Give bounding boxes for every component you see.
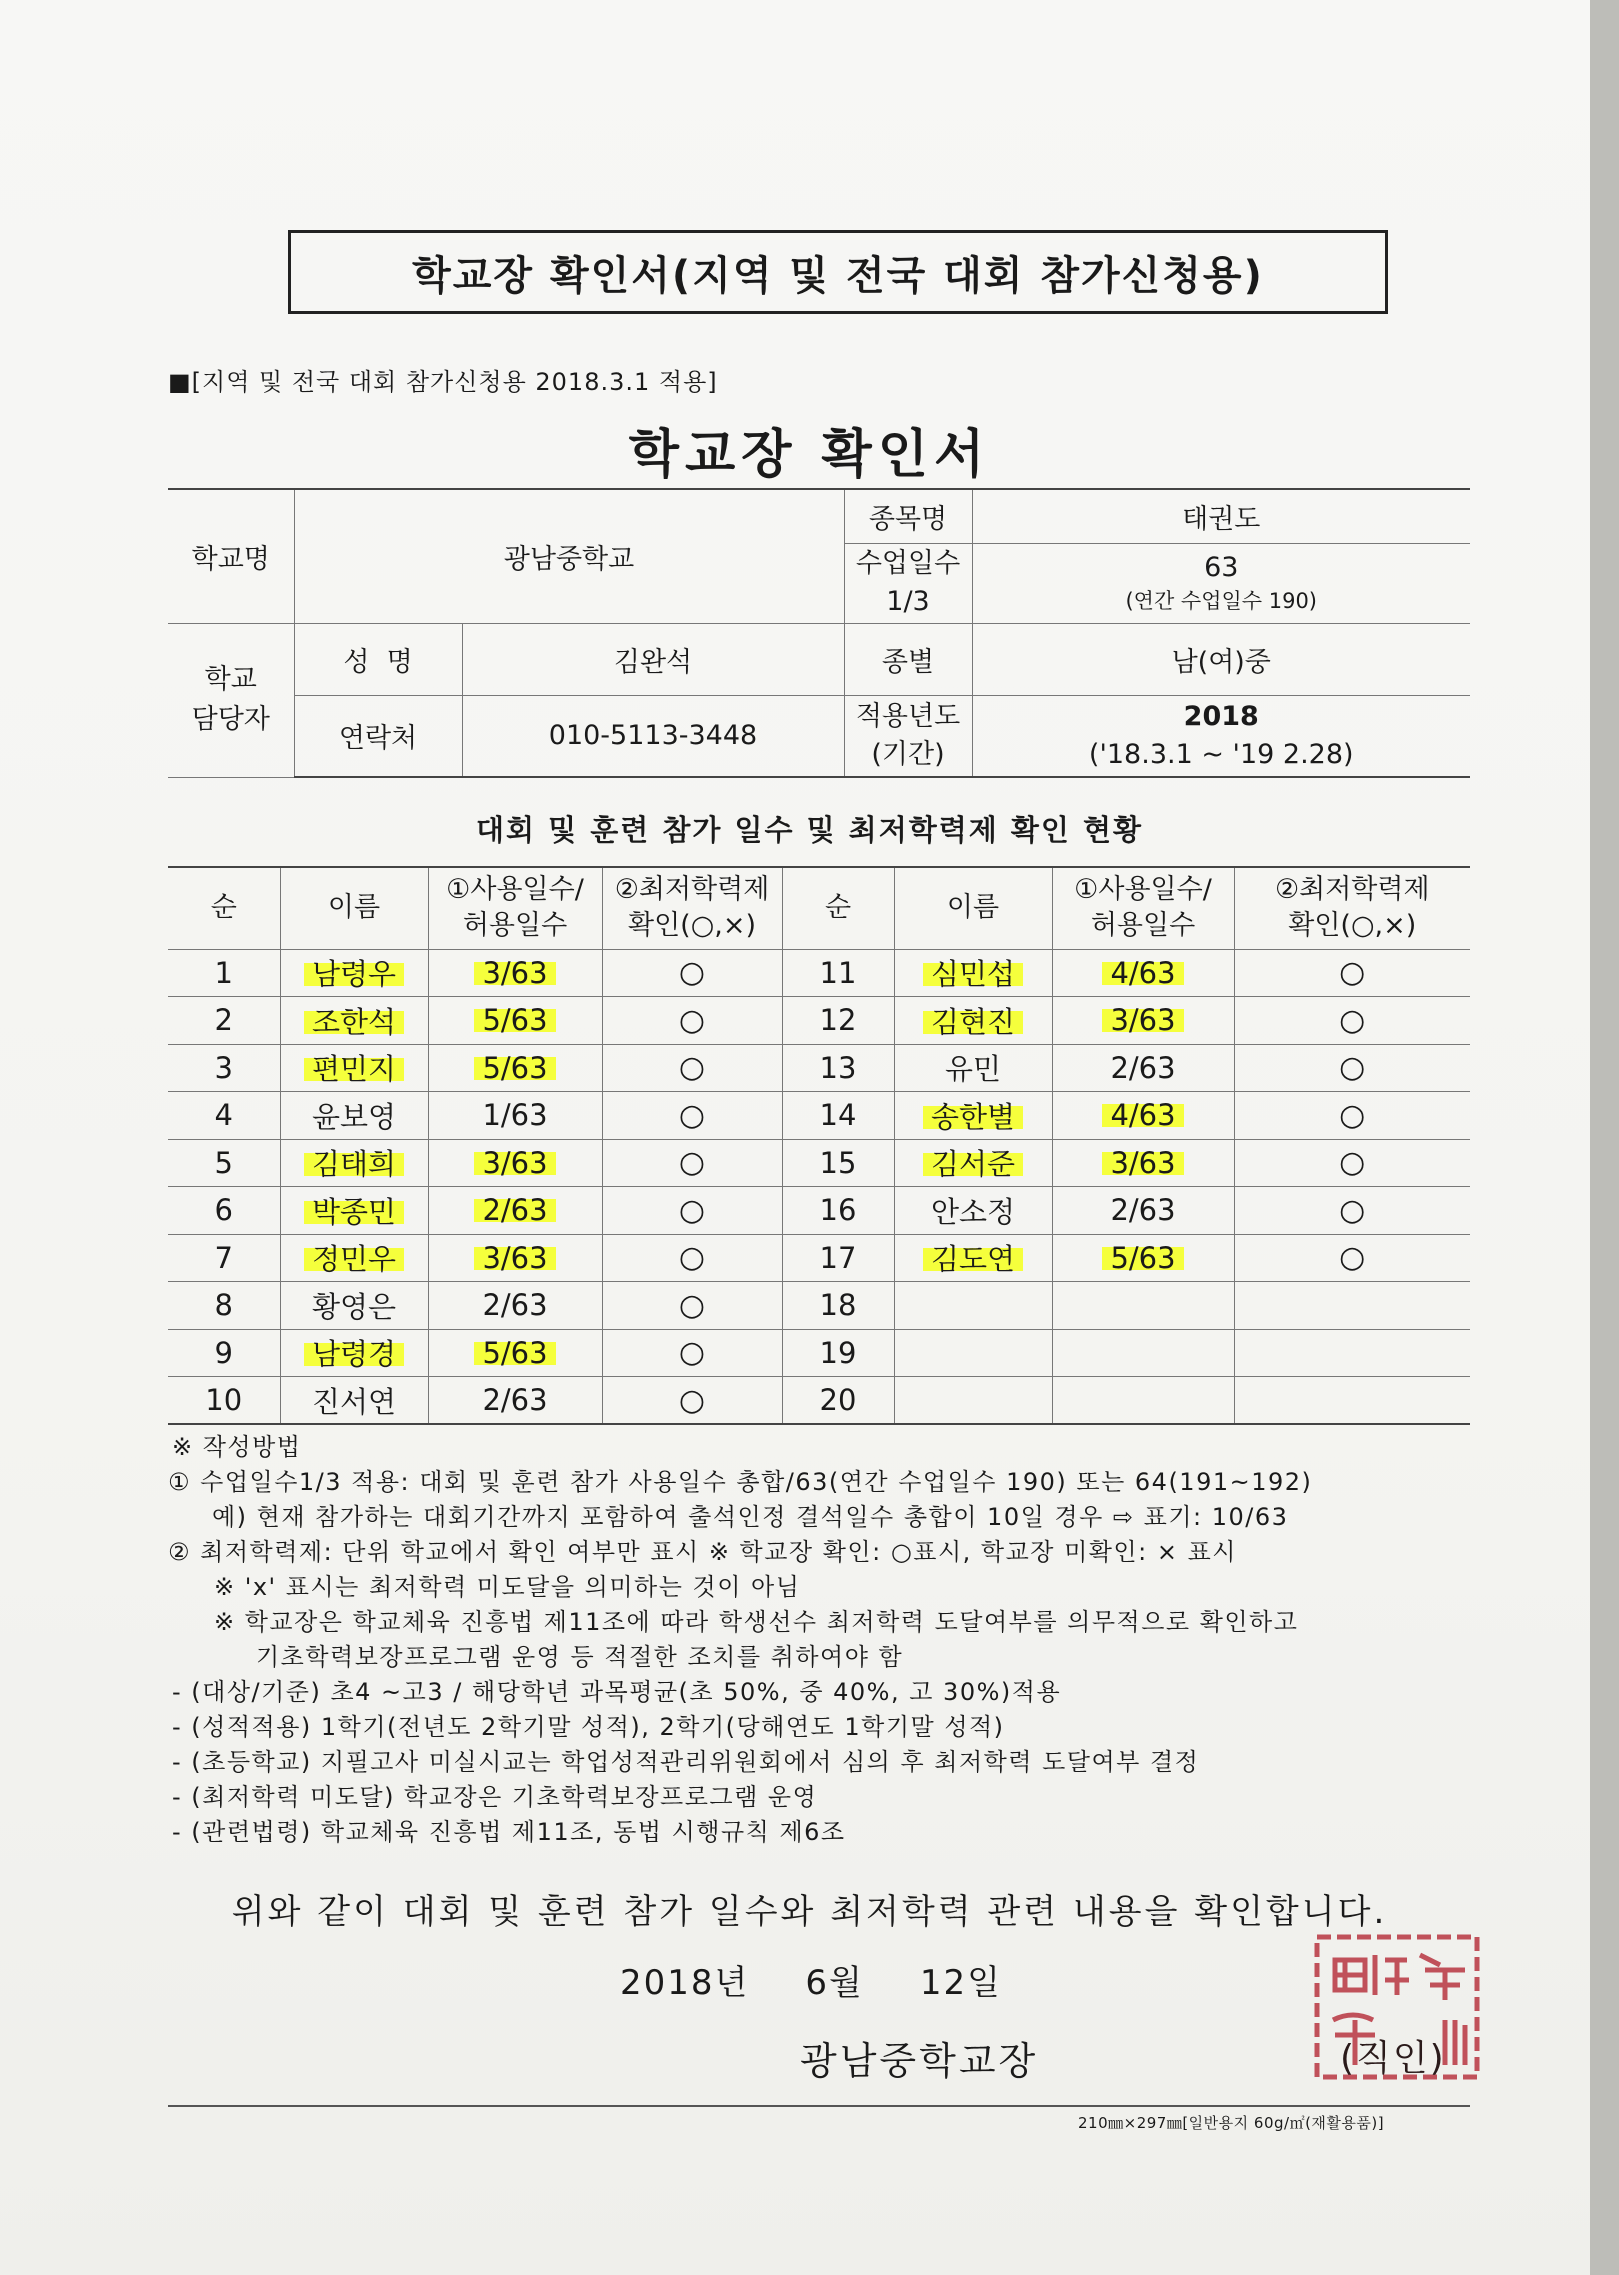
used-days-cell <box>1052 1187 1234 1235</box>
student-name: 남령경 <box>304 1337 404 1371</box>
status-row <box>168 1187 1470 1235</box>
row-number-cell <box>168 1282 280 1330</box>
student-name: 김현진 <box>923 1005 1023 1039</box>
student-name: 김태희 <box>304 1147 404 1181</box>
min-grade-check: ○ <box>1339 1192 1366 1228</box>
note-item: 기초학력보장프로그램 운영 등 적절한 조치를 취하여야 함 <box>256 1643 904 1671</box>
status-header-row <box>168 867 1470 949</box>
student-name: 황영은 <box>311 1289 397 1324</box>
row-number: 15 <box>819 1145 857 1180</box>
student-name-cell <box>280 1329 428 1377</box>
status-row <box>168 1234 1470 1282</box>
student-name: 편민지 <box>304 1052 404 1086</box>
header-days-right <box>1052 867 1234 949</box>
min-grade-check: ○ <box>678 1145 706 1181</box>
row-number: 8 <box>214 1288 233 1323</box>
used-days: 3/63 <box>1102 1146 1183 1180</box>
row-number: 7 <box>214 1240 233 1275</box>
student-name-cell <box>280 1044 428 1092</box>
min-grade-check: ○ <box>678 1097 706 1133</box>
note-item: ※ 학교장은 학교체육 진흥법 제11조에 따라 학생선수 최저학력 도달여부를 의무적으로 확인하고 <box>214 1608 1299 1636</box>
manager-label <box>168 623 294 777</box>
used-days: 4/63 <box>1102 1098 1183 1132</box>
student-name: 송한별 <box>923 1100 1023 1134</box>
header-name-right: 이름 <box>894 867 1052 949</box>
row-number: 20 <box>819 1383 857 1417</box>
status-row <box>168 1092 1470 1140</box>
student-name-cell <box>280 1187 428 1235</box>
event-label: 종목명 <box>844 489 972 543</box>
student-name-cell <box>894 1187 1052 1235</box>
header-days <box>428 867 602 949</box>
header-grade-right <box>1234 867 1470 949</box>
used-days-cell <box>428 949 602 997</box>
min-grade-check: ○ <box>678 1382 706 1418</box>
student-name-cell <box>894 1234 1052 1282</box>
used-days: 2/63 <box>474 1193 555 1227</box>
row-number-cell <box>168 1377 280 1425</box>
min-grade-check-cell <box>1234 1234 1470 1282</box>
header-days-right-line2: 허용일수 <box>1090 910 1196 942</box>
student-name: 안소정 <box>930 1194 1016 1229</box>
used-days: 5/63 <box>474 1336 555 1370</box>
used-days-cell <box>1052 997 1234 1045</box>
row-number-cell <box>782 1282 894 1330</box>
row-number: 17 <box>819 1240 857 1275</box>
used-days: 3/63 <box>474 1241 555 1275</box>
used-days-cell <box>1052 1377 1234 1425</box>
student-name-cell <box>894 997 1052 1045</box>
row-number-cell <box>168 1329 280 1377</box>
row-number: 6 <box>214 1193 233 1228</box>
min-grade-check-cell <box>1234 1329 1470 1377</box>
min-grade-check: ○ <box>678 1335 706 1371</box>
used-days-cell <box>428 1092 602 1140</box>
note-item: 예) 현재 참가하는 대회기간까지 포함하여 출석인정 결석일수 총합이 10일 경우 ⇨ 표기: 10/63 <box>212 1503 1289 1531</box>
min-grade-check-cell <box>602 1377 782 1425</box>
min-grade-check-cell <box>602 997 782 1045</box>
row-number: 3 <box>214 1050 233 1085</box>
used-days-cell <box>1052 949 1234 997</box>
min-grade-check: ○ <box>678 1002 706 1038</box>
min-grade-check-cell <box>602 1187 782 1235</box>
row-number-cell <box>782 997 894 1045</box>
note-item: ① 수업일수1/3 적용: 대회 및 훈련 참가 사용일수 총합/63(연간 수업일수 190) 또는 64(191~192) <box>168 1468 1313 1496</box>
used-days-cell <box>1052 1044 1234 1092</box>
school-info-table <box>168 488 1470 778</box>
min-grade-check: ○ <box>678 955 706 991</box>
student-name-cell <box>280 997 428 1045</box>
row-number: 13 <box>819 1050 857 1085</box>
min-grade-check: ○ <box>678 1050 706 1086</box>
student-name: 유민 <box>944 1052 1002 1087</box>
row-number-cell <box>168 949 280 997</box>
min-grade-check-cell <box>1234 1282 1470 1330</box>
name-value: 김완석 <box>462 623 844 695</box>
confirmation-statement: 위와 같이 대회 및 훈련 참가 일수와 최저학력 관련 내용을 확인합니다. <box>231 1892 1388 1932</box>
min-grade-check-cell <box>1234 997 1470 1045</box>
row-number-cell <box>168 1187 280 1235</box>
row-number-cell <box>168 997 280 1045</box>
used-days: 3/63 <box>474 1146 555 1180</box>
header-grade-line1: ②최저학력제 <box>614 873 770 905</box>
bottom-rule <box>168 2105 1470 2107</box>
student-name: 박종민 <box>304 1195 404 1229</box>
header-no: 순 <box>168 867 280 949</box>
used-days: 2/63 <box>1110 1193 1176 1228</box>
status-row <box>168 1044 1470 1092</box>
paper-spec: 210㎜×297㎜[일반용지 60g/㎡(재활용품)] <box>1078 2114 1385 2132</box>
year-value: 2018 <box>1183 700 1259 732</box>
principal-name: 광남중학교장 <box>800 2039 1039 2083</box>
student-name-cell <box>894 1044 1052 1092</box>
min-grade-check-cell <box>1234 1139 1470 1187</box>
used-days-cell <box>1052 1329 1234 1377</box>
days-label <box>844 543 972 623</box>
min-grade-check-cell <box>602 1329 782 1377</box>
used-days: 5/63 <box>474 1003 555 1037</box>
student-name: 김도연 <box>923 1242 1023 1276</box>
school-label: 학교명 <box>168 489 294 623</box>
note-item: - (대상/기준) 초4 ~고3 / 해당학년 과목평균(초 50%, 중 40%, 고 30%)적용 <box>172 1678 1062 1706</box>
row-number: 18 <box>819 1288 857 1323</box>
min-grade-check: ○ <box>678 1192 706 1228</box>
row-number-cell <box>782 1234 894 1282</box>
header-name: 이름 <box>280 867 428 949</box>
student-name: 조한석 <box>304 1005 404 1039</box>
student-name-cell <box>894 1329 1052 1377</box>
used-days-cell <box>428 1377 602 1425</box>
min-grade-check-cell <box>602 1092 782 1140</box>
year-value-cell <box>972 695 1470 777</box>
header-days-line1: ①사용일수/ <box>446 873 584 905</box>
used-days-cell <box>428 1329 602 1377</box>
status-row <box>168 1329 1470 1377</box>
used-days-cell <box>1052 1282 1234 1330</box>
row-number-cell <box>168 1139 280 1187</box>
student-name-cell <box>894 1377 1052 1425</box>
row-number-cell <box>168 1092 280 1140</box>
row-number: 4 <box>214 1098 233 1133</box>
min-grade-check-cell <box>1234 1377 1470 1425</box>
row-number: 14 <box>819 1098 857 1133</box>
row-number-cell <box>782 1187 894 1235</box>
days-value: 63 <box>1204 552 1239 584</box>
header-grade-right-line1: ②최저학력제 <box>1274 873 1430 905</box>
official-seal-label: (직인) <box>1340 2038 1446 2079</box>
note-item: ② 최저학력제: 단위 학교에서 확인 여부만 표시 ※ 학교장 확인: ○표시, 학교장 미확인: × 표시 <box>168 1538 1237 1566</box>
min-grade-check: ○ <box>1339 955 1366 991</box>
used-days: 2/63 <box>1110 1050 1176 1085</box>
min-grade-check-cell <box>1234 1187 1470 1235</box>
student-name: 정민우 <box>304 1242 404 1276</box>
status-row <box>168 1282 1470 1330</box>
student-name: 김서준 <box>923 1147 1023 1181</box>
min-grade-check-cell <box>602 949 782 997</box>
page-edge-shadow <box>1590 0 1619 2275</box>
date-day: 12일 <box>919 1963 1002 2003</box>
document-header-box <box>288 230 1388 314</box>
student-name-cell <box>894 1092 1052 1140</box>
name-label: 성 명 <box>294 623 462 695</box>
used-days-cell <box>1052 1092 1234 1140</box>
min-grade-check-cell <box>602 1282 782 1330</box>
row-number-cell <box>782 1329 894 1377</box>
gender-label: 종별 <box>844 623 972 695</box>
used-days: 5/63 <box>1102 1241 1183 1275</box>
min-grade-check-cell <box>1234 1092 1470 1140</box>
min-grade-check-cell <box>1234 1044 1470 1092</box>
apply-note: ■[지역 및 전국 대회 참가신청용 2018.3.1 적용] <box>168 368 718 396</box>
note-item: ※ 'x' 표시는 최저학력 미도달을 의미하는 것이 아님 <box>214 1573 801 1601</box>
min-grade-check: ○ <box>678 1240 706 1276</box>
min-grade-check: ○ <box>678 1287 706 1323</box>
row-number: 9 <box>214 1335 233 1370</box>
min-grade-check-cell <box>1234 949 1470 997</box>
min-grade-check: ○ <box>1339 1002 1366 1038</box>
gender-value: 남(여)중 <box>972 623 1470 695</box>
used-days: 2/63 <box>482 1288 548 1323</box>
row-number: 19 <box>819 1335 857 1370</box>
school-name: 광남중학교 <box>294 489 844 623</box>
student-name: 윤보영 <box>311 1099 397 1134</box>
date-year: 2018년 <box>620 1963 750 2003</box>
header-days-line2: 허용일수 <box>462 910 568 942</box>
year-period: ('18.3.1 ~ '19 2.28) <box>1088 738 1354 770</box>
days-label-line1: 수업일수 <box>855 548 961 580</box>
student-name-cell <box>280 1234 428 1282</box>
document-header-title: 학교장 확인서(지역 및 전국 대회 참가신청용) <box>412 252 1264 299</box>
min-grade-check: ○ <box>1339 1097 1366 1133</box>
used-days: 3/63 <box>1102 1003 1183 1037</box>
used-days-cell <box>428 1187 602 1235</box>
note-item: - (관련법령) 학교체육 진흥법 제11조, 동법 시행규칙 제6조 <box>172 1818 846 1846</box>
student-name: 남령우 <box>304 957 404 991</box>
main-title: 학교장 확인서 <box>628 425 991 485</box>
header-days-right-line1: ①사용일수/ <box>1074 873 1212 905</box>
min-grade-check-cell <box>602 1139 782 1187</box>
student-name-cell <box>894 1139 1052 1187</box>
year-label-line2: (기간) <box>871 738 945 770</box>
used-days-cell <box>1052 1234 1234 1282</box>
contact-label: 연락처 <box>294 695 462 777</box>
student-name-cell <box>280 1282 428 1330</box>
used-days: 3/63 <box>474 956 555 990</box>
contact-value: 010-5113-3448 <box>462 695 844 777</box>
row-number-cell <box>782 1092 894 1140</box>
event-value: 태권도 <box>972 489 1470 543</box>
row-number-cell <box>168 1234 280 1282</box>
note-item: - (최저학력 미도달) 학교장은 기초학력보장프로그램 운영 <box>172 1783 818 1811</box>
header-grade-line2: 확인(○,×) <box>628 910 756 942</box>
header-grade <box>602 867 782 949</box>
status-title: 대회 및 훈련 참가 일수 및 최저학력제 확인 현황 <box>475 813 1144 847</box>
manager-label-line2: 담당자 <box>191 704 270 735</box>
student-name-cell <box>280 1092 428 1140</box>
student-name-cell <box>280 1377 428 1425</box>
row-number-cell <box>168 1044 280 1092</box>
status-row <box>168 949 1470 997</box>
min-grade-check-cell <box>602 1234 782 1282</box>
notes-heading: ※ 작성방법 <box>172 1433 302 1461</box>
row-number: 11 <box>819 955 857 990</box>
status-row <box>168 1377 1470 1425</box>
row-number-cell <box>782 1139 894 1187</box>
used-days-cell <box>428 997 602 1045</box>
used-days: 2/63 <box>482 1383 548 1417</box>
note-item: - (성적적용) 1학기(전년도 2학기말 성적), 2학기(당해연도 1학기말 성적) <box>172 1713 1005 1741</box>
used-days-cell <box>428 1234 602 1282</box>
used-days: 5/63 <box>474 1051 555 1085</box>
used-days: 1/63 <box>482 1098 548 1133</box>
manager-label-line1: 학교 <box>204 663 257 695</box>
used-days-cell <box>428 1044 602 1092</box>
used-days-cell <box>428 1282 602 1330</box>
issue-date <box>620 1955 1058 2004</box>
min-grade-check: ○ <box>1339 1050 1366 1086</box>
year-label <box>844 695 972 777</box>
status-table <box>168 866 1470 1425</box>
row-number-cell <box>782 1044 894 1092</box>
row-number: 1 <box>214 955 233 990</box>
date-month: 6월 <box>805 1963 864 2003</box>
days-value-cell <box>972 543 1470 623</box>
min-grade-check-cell <box>602 1044 782 1092</box>
status-row <box>168 1139 1470 1187</box>
note-item: - (초등학교) 지필고사 미실시교는 학업성적관리위원회에서 심의 후 최저학력 도달여부 결정 <box>172 1748 1200 1776</box>
min-grade-check: ○ <box>1339 1240 1366 1276</box>
header-grade-right-line2: 확인(○,×) <box>1288 910 1417 942</box>
days-note: (연간 수업일수 190) <box>1125 589 1318 614</box>
student-name-cell <box>280 949 428 997</box>
student-name: 심민섭 <box>923 957 1023 991</box>
student-name-cell <box>894 949 1052 997</box>
row-number: 5 <box>214 1145 233 1180</box>
row-number: 10 <box>205 1383 243 1417</box>
year-label-line1: 적용년도 <box>855 700 961 732</box>
used-days-cell <box>428 1139 602 1187</box>
student-name-cell <box>280 1139 428 1187</box>
writing-notes <box>168 1430 1498 1850</box>
row-number-cell <box>782 949 894 997</box>
student-name: 진서연 <box>311 1384 397 1419</box>
status-row <box>168 997 1470 1045</box>
row-number: 2 <box>214 1003 233 1038</box>
min-grade-check: ○ <box>1339 1145 1366 1181</box>
used-days: 4/63 <box>1102 956 1183 990</box>
row-number: 16 <box>819 1193 857 1228</box>
header-no-right: 순 <box>782 867 894 949</box>
row-number-cell <box>782 1377 894 1425</box>
student-name-cell <box>894 1282 1052 1330</box>
days-label-line2: 1/3 <box>886 586 930 617</box>
used-days-cell <box>1052 1139 1234 1187</box>
row-number: 12 <box>819 1003 857 1038</box>
